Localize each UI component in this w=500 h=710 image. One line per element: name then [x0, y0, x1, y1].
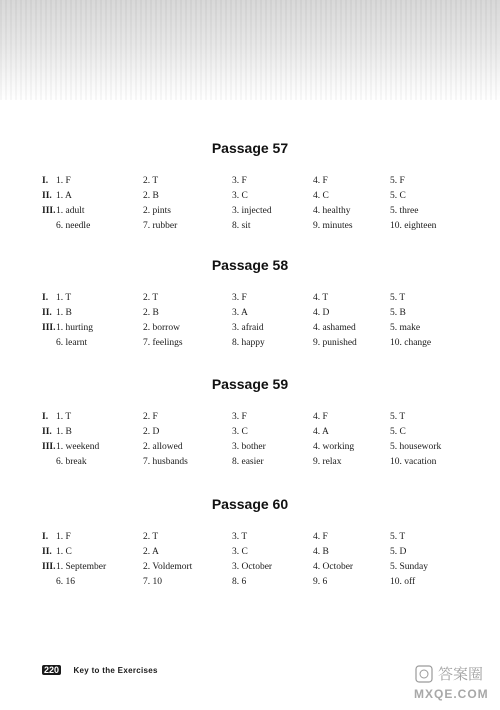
answer-cell: 3. F [232, 293, 247, 303]
exercise-numeral: II. [42, 547, 52, 557]
answer-cell: 7. feelings [143, 338, 183, 348]
answer-cell: 6. learnt [56, 338, 88, 348]
answer-cell: 1. A [56, 191, 72, 201]
answer-cell: 9. minutes [313, 221, 353, 231]
answer-cell: 4. ashamed [313, 323, 356, 333]
answer-cell: 8. 6 [232, 577, 247, 587]
watermark-logo [408, 662, 500, 705]
answer-cell: 3. C [232, 547, 248, 557]
answer-cell: 2. borrow [143, 323, 180, 333]
page-footer [42, 660, 158, 678]
answer-cell: 8. happy [232, 338, 265, 348]
answer-cell: 2. pints [143, 206, 171, 216]
answer-row [0, 440, 500, 454]
answer-row [0, 291, 500, 305]
exercise-numeral: II. [42, 427, 52, 437]
answer-row [0, 219, 500, 233]
answer-cell: 3. injected [232, 206, 272, 216]
answer-cell: 5. Sunday [390, 562, 428, 572]
answer-cell: 5. T [390, 532, 406, 542]
answer-cell: 3. October [232, 562, 273, 572]
watermark-text-cn: 答案圈 [438, 665, 484, 683]
watermark-logo-icon [408, 662, 500, 705]
exercise-numeral: II. [42, 191, 52, 201]
exercise-numeral: I. [42, 532, 49, 542]
answer-row [0, 174, 500, 188]
answer-cell: 4. F [313, 532, 328, 542]
answer-cell: 6. break [56, 457, 87, 467]
answer-cell: 4. F [313, 412, 328, 422]
answer-row [0, 336, 500, 350]
answer-cell: 4. T [313, 293, 329, 303]
answer-cell: 5. make [390, 323, 421, 333]
answer-cell: 3. A [232, 308, 248, 318]
page-number: 220 [44, 665, 60, 675]
answer-cell: 1. F [56, 532, 71, 542]
answer-cell: 3. T [232, 532, 248, 542]
answer-cell: 5. T [390, 412, 406, 422]
answer-row [0, 455, 500, 469]
answer-cell: 7. 10 [143, 577, 162, 587]
passage-title: Passage 60 [211, 496, 289, 512]
answer-cell: 4. October [313, 562, 354, 572]
answer-cell: 1. September [56, 562, 107, 572]
exercise-numeral: III. [42, 323, 56, 333]
answer-cell: 2. F [143, 412, 158, 422]
answer-cell: 5. B [390, 308, 406, 318]
exercise-numeral: I. [42, 176, 49, 186]
answer-cell: 1. B [56, 308, 72, 318]
answer-cell: 8. easier [232, 457, 264, 467]
answer-cell: 1. B [56, 427, 72, 437]
answer-cell: 1. C [56, 547, 72, 557]
answer-cell: 2. B [143, 308, 159, 318]
answer-cell: 9. 6 [313, 577, 328, 587]
exercise-numeral: I. [42, 293, 49, 303]
answer-cell: 5. F [390, 176, 405, 186]
answer-cell: 1. F [56, 176, 71, 186]
answer-cell: 8. sit [232, 221, 251, 231]
answer-cell: 7. rubber [143, 221, 178, 231]
answer-cell: 1. weekend [56, 442, 100, 452]
scanned-top-shadow [0, 0, 500, 100]
answer-cell: 1. adult [56, 206, 85, 216]
answer-row [0, 189, 500, 203]
answer-cell: 2. allowed [143, 442, 183, 452]
answer-cell: 4. A [313, 427, 329, 437]
answer-cell: 4. healthy [313, 206, 351, 216]
answer-cell: 6. needle [56, 221, 91, 231]
answer-cell: 1. T [56, 293, 72, 303]
answer-cell: 2. Voldemort [143, 562, 193, 572]
answer-cell: 2. B [143, 191, 159, 201]
passage-title: Passage 57 [211, 140, 289, 156]
answer-cell: 5. three [390, 206, 419, 216]
answer-cell: 5. C [390, 427, 406, 437]
answer-cell: 7. husbands [143, 457, 188, 467]
answer-cell: 4. C [313, 191, 329, 201]
answer-row [0, 575, 500, 589]
answer-cell: 10. change [390, 338, 432, 348]
answer-cell: 10. eighteen [390, 221, 437, 231]
answer-cell: 5. C [390, 191, 406, 201]
answer-row [0, 545, 500, 559]
answer-cell: 2. T [143, 176, 159, 186]
passage-title: Passage 59 [211, 376, 289, 392]
answer-row [0, 306, 500, 320]
answer-cell: 3. F [232, 176, 247, 186]
answer-cell: 9. relax [313, 457, 342, 467]
answer-row [0, 560, 500, 574]
answer-cell: 2. D [143, 427, 160, 437]
answer-row [0, 204, 500, 218]
answer-cell: 5. T [390, 293, 406, 303]
answer-cell: 6. 16 [56, 577, 75, 587]
answer-cell: 2. T [143, 293, 159, 303]
answer-cell: 1. hurting [56, 323, 93, 333]
answer-row [0, 410, 500, 424]
answer-cell: 4. working [313, 442, 355, 452]
answer-cell: 4. D [313, 308, 330, 318]
watermark-text-url: MXQE.COM [414, 687, 489, 701]
answer-cell: 2. A [143, 547, 159, 557]
answer-cell: 4. B [313, 547, 329, 557]
answer-row [0, 530, 500, 544]
answer-cell: 4. F [313, 176, 328, 186]
answer-cell: 3. C [232, 427, 248, 437]
answer-cell: 5. housework [390, 442, 442, 452]
answer-row [0, 321, 500, 335]
answer-row [0, 425, 500, 439]
passage-title: Passage 58 [211, 257, 289, 273]
answer-cell: 10. vacation [390, 457, 437, 467]
footer-title: Key to the Exercises [73, 666, 158, 675]
answer-cell: 3. F [232, 412, 247, 422]
answer-cell: 2. T [143, 532, 159, 542]
answer-cell: 9. punished [313, 338, 357, 348]
answer-cell: 10. off [390, 577, 416, 587]
exercise-numeral: III. [42, 562, 56, 572]
answer-cell: 3. C [232, 191, 248, 201]
answer-cell: 3. bother [232, 442, 266, 452]
exercise-numeral: III. [42, 442, 56, 452]
answer-cell: 5. D [390, 547, 407, 557]
exercise-numeral: II. [42, 308, 52, 318]
exercise-numeral: III. [42, 206, 56, 216]
answer-cell: 1. T [56, 412, 72, 422]
exercise-numeral: I. [42, 412, 49, 422]
answer-cell: 3. afraid [232, 323, 264, 333]
